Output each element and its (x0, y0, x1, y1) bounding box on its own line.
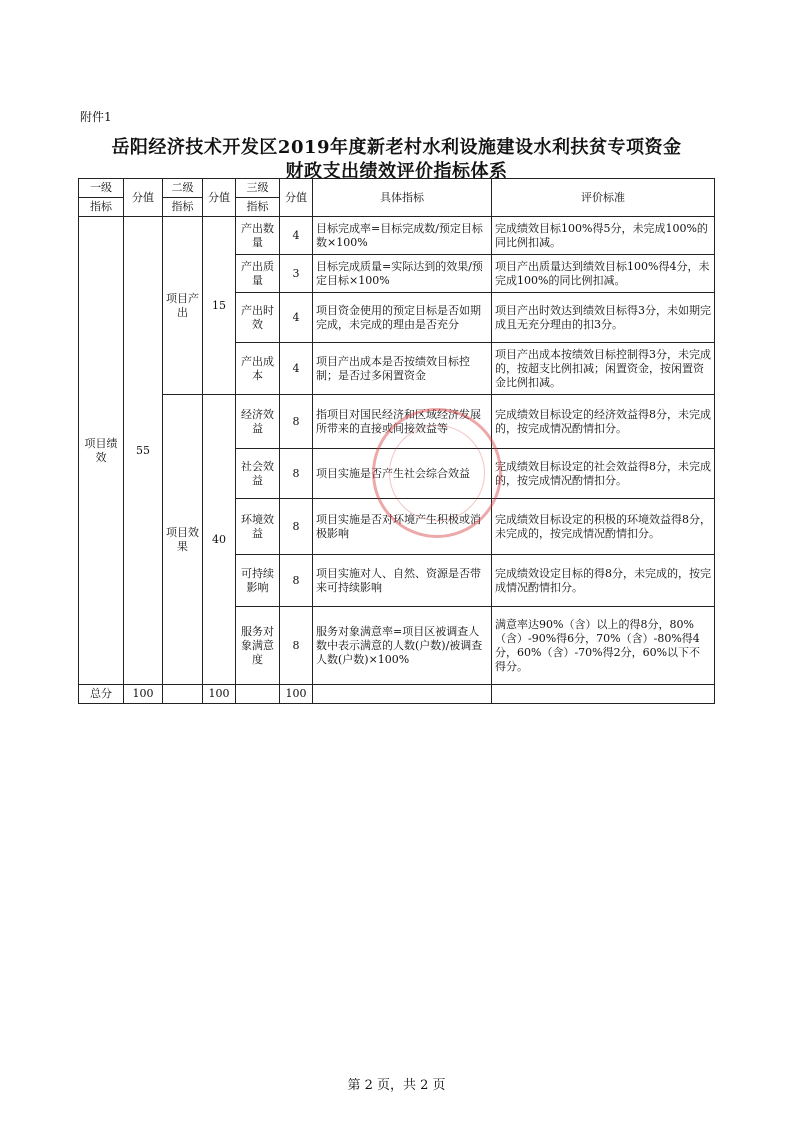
header-level1-top: 一级 (79, 179, 124, 198)
level2-name: 项目产出 (163, 217, 203, 395)
level3-score: 3 (280, 255, 313, 293)
evaluation-criteria: 项目产出成本按绩效目标控制得3分，未完成的，按超支比例扣减；闲置资金，按闲置资金比例扣减。 (492, 343, 715, 395)
evaluation-criteria: 完成绩效目标100%得5分，未完成100%的同比例扣减。 (492, 217, 715, 255)
level3-score: 8 (280, 449, 313, 499)
header-row-1 (79, 179, 715, 198)
evaluation-criteria: 完成绩效目标设定的积极的环境效益得8分，未完成的，按完成情况酌情扣分。 (492, 499, 715, 555)
specific-indicator: 项目资金使用的预定目标是否如期完成，未完成的理由是否充分 (313, 293, 492, 343)
header-level2-bottom: 指标 (163, 198, 203, 217)
level3-score: 4 (280, 343, 313, 395)
total-score2: 100 (203, 685, 236, 704)
empty-cell (236, 685, 280, 704)
specific-indicator: 指项目对国民经济和区域经济发展所带来的直接或间接效益等 (313, 395, 492, 449)
document-title: 岳阳经济技术开发区2019年度新老村水利设施建设水利扶贫专项资金 (111, 137, 682, 158)
empty-cell (313, 685, 492, 704)
specific-indicator: 项目实施对人、自然、资源是否带来可持续影响 (313, 555, 492, 607)
level3-name: 环境效益 (236, 499, 280, 555)
specific-indicator: 项目实施是否产生社会综合效益 (313, 449, 492, 499)
attachment-label: 附件1 (80, 110, 112, 124)
level3-name: 可持续影响 (236, 555, 280, 607)
level3-name: 产出数量 (236, 217, 280, 255)
indicator-table (78, 178, 715, 704)
empty-cell (492, 685, 715, 704)
total-label: 总分 (79, 685, 124, 704)
level3-name: 产出成本 (236, 343, 280, 395)
level3-score: 4 (280, 293, 313, 343)
level3-name: 经济效益 (236, 395, 280, 449)
header-level1-bottom: 指标 (79, 198, 124, 217)
specific-indicator: 服务对象满意率=项目区被调查人数中表示满意的人数(户数)/被调查人数(户数)×100% (313, 607, 492, 685)
header-level2-top: 二级 (163, 179, 203, 198)
total-score1: 100 (124, 685, 163, 704)
header-score3: 分值 (280, 179, 313, 217)
specific-indicator: 项目产出成本是否按绩效目标控制；是否过多闲置资金 (313, 343, 492, 395)
evaluation-criteria: 完成绩效设定目标的得8分，未完成的，按完成情况酌情扣分。 (492, 555, 715, 607)
table-row (79, 217, 715, 255)
level3-name: 服务对象满意度 (236, 607, 280, 685)
level3-score: 4 (280, 217, 313, 255)
page-footer: 第 2 页，共 2 页 (347, 1078, 446, 1093)
level3-score: 8 (280, 395, 313, 449)
empty-cell (163, 685, 203, 704)
document-subtitle: 财政支出绩效评价指标体系 (285, 161, 508, 182)
specific-indicator: 项目实施是否对环境产生积极或消极影响 (313, 499, 492, 555)
evaluation-criteria: 满意率达90%（含）以上的得8分，80%（含）-90%得6分，70%（含）-80%得4分，60%（含）-70%得2分，60%以下不得分。 (492, 607, 715, 685)
total-score3: 100 (280, 685, 313, 704)
header-score1: 分值 (124, 179, 163, 217)
table-row (79, 395, 715, 449)
level3-score: 8 (280, 499, 313, 555)
level2-score: 15 (203, 217, 236, 395)
evaluation-criteria: 完成绩效目标设定的社会效益得8分，未完成的，按完成情况酌情扣分。 (492, 449, 715, 499)
level3-score: 8 (280, 555, 313, 607)
header-specific-indicator: 具体指标 (313, 179, 492, 217)
header-level3-top: 三级 (236, 179, 280, 198)
header-level3-bottom: 指标 (236, 198, 280, 217)
total-row (79, 685, 715, 704)
evaluation-criteria: 完成绩效目标设定的经济效益得8分，未完成的，按完成情况酌情扣分。 (492, 395, 715, 449)
evaluation-criteria: 项目产出时效达到绩效目标得3分，未如期完成且无充分理由的扣3分。 (492, 293, 715, 343)
level3-name: 社会效益 (236, 449, 280, 499)
level2-score: 40 (203, 395, 236, 685)
level3-score: 8 (280, 607, 313, 685)
level1-name: 项目绩效 (79, 217, 124, 685)
header-score2: 分值 (203, 179, 236, 217)
specific-indicator: 目标完成率=目标完成数/预定目标数×100% (313, 217, 492, 255)
header-criteria: 评价标准 (492, 179, 715, 217)
evaluation-criteria: 项目产出质量达到绩效目标100%得4分，未完成100%的同比例扣减。 (492, 255, 715, 293)
level2-name: 项目效果 (163, 395, 203, 685)
specific-indicator: 目标完成质量=实际达到的效果/预定目标×100% (313, 255, 492, 293)
level1-score: 55 (124, 217, 163, 685)
level3-name: 产出质量 (236, 255, 280, 293)
level3-name: 产出时效 (236, 293, 280, 343)
